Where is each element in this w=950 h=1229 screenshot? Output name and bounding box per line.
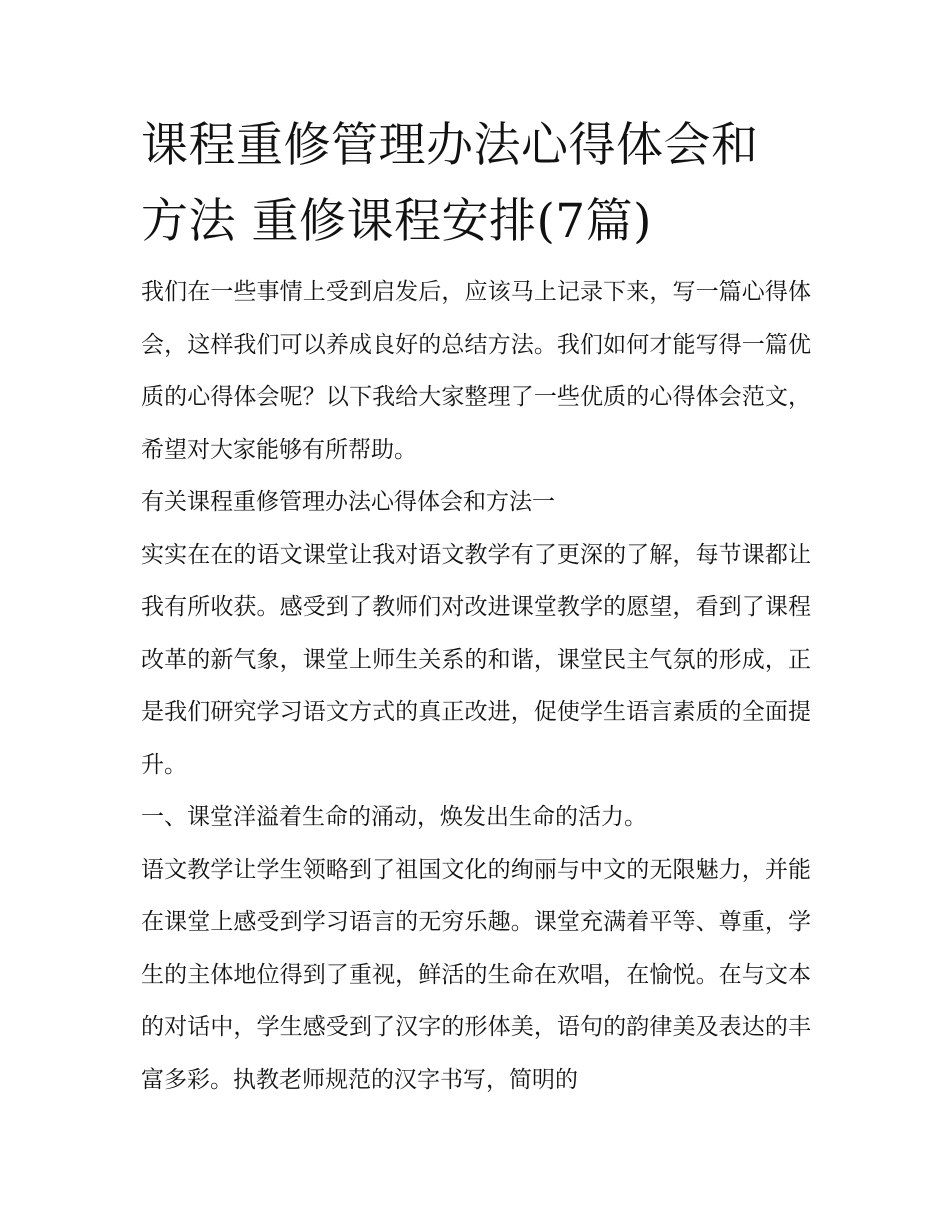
document-title [141,108,811,260]
point-heading-1: 一、课堂洋溢着生命的涌动，焕发出生命的活力。 [141,804,647,830]
document-content [141,108,811,1106]
title-line-2: 方法 重修课程安排(7篇) [141,194,653,249]
body-paragraph-2: 语文教学让学生领略到了祖国文化的绚丽与中文的无限魅力，并能在课堂上感受到学习语言的无穷乐趣。课堂充满着平等、尊重，学生的主体地位得到了重视，鲜活的生命在欢唱，在愉悦。在与文本的对话中，学生感受到了汉字的形体美，语句的韵律美及表达的丰富多彩。执教老师规范的汉字书写，简明的 [141,856,811,1093]
title-line-1: 课程重修管理办法心得体会和 [141,118,759,173]
body-paragraph-1: 实实在在的语文课堂让我对语文教学有了更深的了解，每节课都让我有所收获。感受到了教师们对改进课堂教学的愿望，看到了课程改革的新气象，课堂上师生关系的和谐，课堂民主气氛的形成，正是我们研究学习语文方式的真正改进，促使学生语言素质的全面提升。 [141,541,811,778]
section-heading: 有关课程重修管理办法心得体会和方法一 [141,489,555,515]
intro-paragraph: 我们在一些事情上受到启发后，应该马上记录下来，写一篇心得体会，这样我们可以养成良好的总结方法。我们如何才能写得一篇优质的心得体会呢？以下我给大家整理了一些优质的心得体会范文，希望对大家能够有所帮助。 [141,279,811,463]
